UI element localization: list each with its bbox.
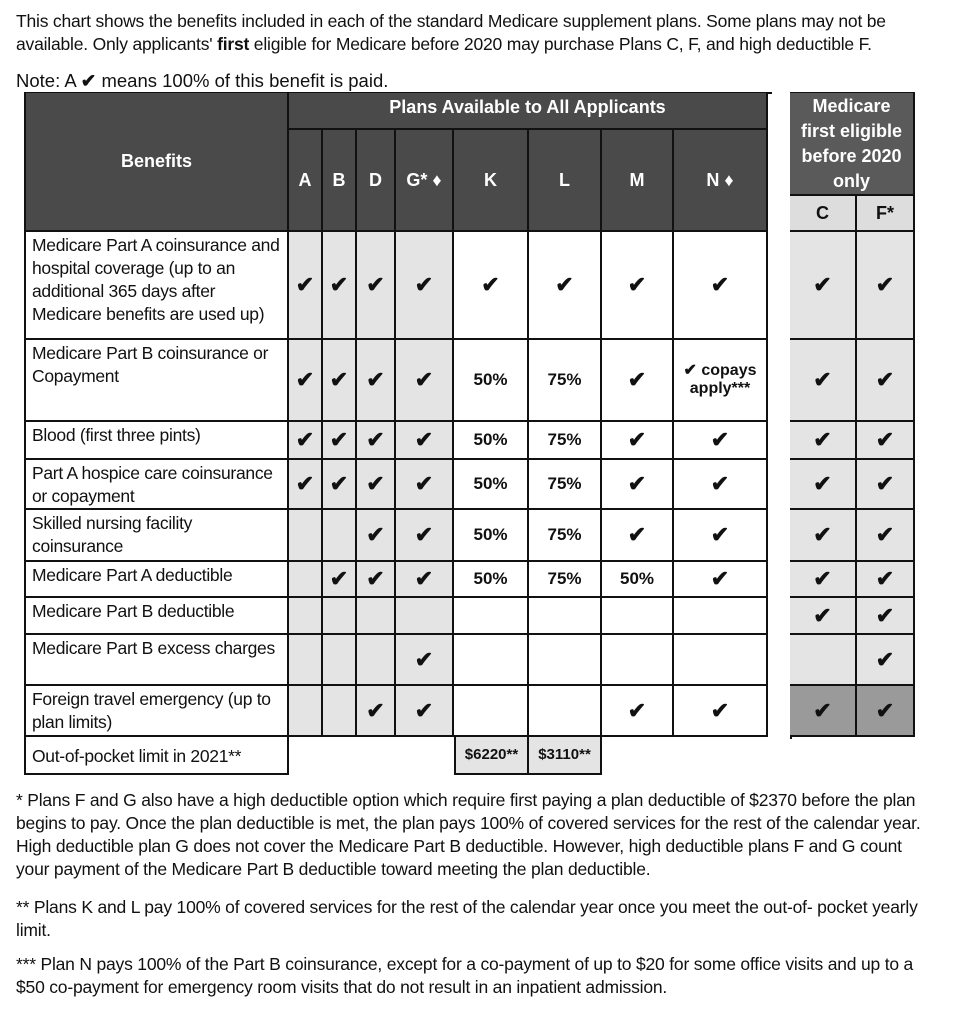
medicare-plan-header-1: F* <box>857 196 915 232</box>
plan-cell: 50% <box>454 422 529 460</box>
plan-cell <box>357 562 396 598</box>
check-icon: ✔ <box>366 471 385 496</box>
intro-line-2-start: available. Only applicants' <box>16 34 218 54</box>
check-icon: ✔ <box>875 367 895 392</box>
check-icon: ✔ <box>710 566 730 591</box>
plan-cell <box>289 635 323 686</box>
benefit-label: Part A hospice care coinsurance or copayment <box>26 460 289 510</box>
plan-cell <box>323 562 357 598</box>
plan-cell <box>602 686 674 737</box>
plan-cell <box>323 686 357 737</box>
benefit-label: Skilled nursing facility coinsurance <box>26 510 289 562</box>
check-icon: ✔ <box>329 471 349 496</box>
plan-cell <box>396 340 454 422</box>
plan-cell <box>357 635 396 686</box>
check-icon: ✔ <box>414 272 434 297</box>
medicare-plan-header-0: C <box>790 196 857 232</box>
check-icon: ✔ <box>329 566 349 591</box>
plan-cell <box>674 232 768 340</box>
plan-cell: 50% <box>602 562 674 598</box>
plan-header-6: M <box>602 130 674 232</box>
check-icon: ✔ <box>366 427 385 452</box>
check-icon: ✔ <box>813 471 832 496</box>
check-icon: ✔ <box>875 471 895 496</box>
benefit-label: Medicare Part B excess charges <box>26 635 289 686</box>
check-icon: ✔ <box>329 427 349 452</box>
plan-cell <box>323 460 357 510</box>
benefit-label: Foreign travel emergency (up to plan limits) <box>26 686 289 737</box>
check-icon: ✔ <box>329 272 349 297</box>
plan-cell <box>323 340 357 422</box>
oop-label: Out-of-pocket limit in 2021** <box>26 737 289 775</box>
plan-cell <box>602 598 674 635</box>
check-icon: ✔ <box>813 522 832 547</box>
check-icon: ✔ <box>329 367 349 392</box>
medicare-cell <box>857 635 915 686</box>
plan-cell <box>454 232 529 340</box>
plan-cell <box>289 422 323 460</box>
plan-cell <box>529 635 602 686</box>
check-icon: ✔ <box>627 522 647 547</box>
check-icon: ✔ <box>414 471 434 496</box>
medicare-cell <box>790 598 857 635</box>
check-icon: ✔ <box>414 522 434 547</box>
check-icon: ✔ <box>813 367 832 392</box>
plan-cell <box>529 232 602 340</box>
plan-cell <box>396 460 454 510</box>
plan-cell <box>602 422 674 460</box>
check-icon: ✔ <box>875 522 895 547</box>
medicare-cell <box>857 562 915 598</box>
plan-cell: ✔ copays apply*** <box>674 340 768 422</box>
plan-cell <box>289 340 323 422</box>
plan-cell <box>674 598 768 635</box>
plan-cell: 75% <box>529 510 602 562</box>
check-icon: ✔ <box>414 566 434 591</box>
oop-plan-l: $3110** <box>529 737 602 775</box>
plan-cell <box>357 510 396 562</box>
plan-cell: 50% <box>454 562 529 598</box>
check-icon: ✔ <box>366 522 385 547</box>
plan-cell <box>289 232 323 340</box>
check-icon: ✔ <box>875 646 895 672</box>
plan-cell <box>289 562 323 598</box>
plan-cell <box>323 635 357 686</box>
plan-cell <box>289 686 323 737</box>
plan-cell <box>323 422 357 460</box>
plan-cell <box>529 598 602 635</box>
medicare-cell <box>857 510 915 562</box>
plan-cell: 50% <box>454 460 529 510</box>
plan-cell <box>357 340 396 422</box>
check-icon: ✔ <box>710 427 730 452</box>
check-icon: ✔ <box>627 697 647 723</box>
check-icon: ✔ <box>481 272 500 297</box>
plan-cell <box>529 686 602 737</box>
plan-cell <box>602 460 674 510</box>
check-icon: ✔ <box>875 697 895 723</box>
oop-plan-k: $6220** <box>454 737 529 775</box>
plan-cell <box>674 510 768 562</box>
plan-header-7: N ♦ <box>674 130 768 232</box>
intro-first-bold: first <box>217 34 250 54</box>
check-icon: ✔ <box>414 697 434 723</box>
plan-header-2: D <box>357 130 396 232</box>
intro-text <box>16 10 936 56</box>
check-icon: ✔ <box>366 272 385 297</box>
check-icon: ✔ <box>813 272 832 297</box>
plan-cell <box>454 635 529 686</box>
plan-cell <box>357 422 396 460</box>
plan-cell <box>289 598 323 635</box>
medicare-cell <box>790 422 857 460</box>
check-icon: ✔ <box>295 367 315 392</box>
plan-header-3: G* ♦ <box>396 130 454 232</box>
medicare-cell <box>790 635 857 686</box>
check-icon: ✔ <box>295 272 315 297</box>
plan-cell: 75% <box>529 562 602 598</box>
plan-cell <box>602 510 674 562</box>
plan-cell <box>289 460 323 510</box>
plan-cell <box>396 510 454 562</box>
plan-cell <box>674 460 768 510</box>
check-icon: ✔ <box>627 272 647 297</box>
medicare-cell <box>857 598 915 635</box>
check-icon: ✔ <box>627 427 647 452</box>
check-icon: ✔ <box>366 367 385 392</box>
plan-cell <box>323 510 357 562</box>
footnote-2: ** Plans K and L pay 100% of covered services for the rest of the calendar year once you meet the out-of- pocket yearly limit. <box>16 897 918 940</box>
medicare-cell <box>857 340 915 422</box>
check-icon: ✔ <box>875 602 895 628</box>
check-icon: ✔ <box>875 566 895 591</box>
plan-cell <box>602 340 674 422</box>
check-icon: ✔ <box>414 427 434 452</box>
plan-header-1: B <box>323 130 357 232</box>
medicare-cell <box>790 562 857 598</box>
plan-cell <box>357 460 396 510</box>
medicare-cell <box>790 460 857 510</box>
medicare-cell <box>857 232 915 340</box>
plan-cell <box>674 635 768 686</box>
plan-cell <box>602 635 674 686</box>
benefit-label: Medicare Part A coinsurance and hospital coverage (up to an additional 365 days after Medicare benefits are used up) <box>26 232 289 340</box>
medicare-cell <box>790 232 857 340</box>
plan-cell <box>674 562 768 598</box>
medicare-cell <box>857 686 915 737</box>
plan-cell: 75% <box>529 460 602 510</box>
plan-header-5: L <box>529 130 602 232</box>
plan-cell <box>602 232 674 340</box>
plan-cell <box>289 510 323 562</box>
plan-cell <box>674 422 768 460</box>
check-icon: ✔ <box>555 272 574 297</box>
check-icon: ✔ <box>414 367 434 392</box>
plan-cell <box>396 562 454 598</box>
check-icon: ✔ <box>710 471 730 496</box>
plan-cell <box>357 686 396 737</box>
benefit-label: Medicare Part A deductible <box>26 562 289 598</box>
intro-line-2-end: eligible for Medicare before 2020 may purchase Plans C, F, and high deductible F. <box>249 34 872 54</box>
check-icon: ✔ <box>875 427 895 452</box>
benefit-label: Blood (first three pints) <box>26 422 289 460</box>
note <box>16 70 388 92</box>
check-icon: ✔ <box>627 471 647 496</box>
plan-cell <box>396 686 454 737</box>
medicare-cell <box>790 340 857 422</box>
medicare-header: Medicare first eligible before 2020 only <box>790 93 915 196</box>
check-icon: ✔ <box>295 471 315 496</box>
intro-line-1: This chart shows the benefits included in each of the standard Medicare supplement plans. Some plans may not be <box>16 11 886 31</box>
plan-cell <box>454 686 529 737</box>
check-icon: ✔ <box>813 566 832 591</box>
plan-cell <box>396 598 454 635</box>
check-icon: ✔ <box>366 566 385 591</box>
plan-header-0: A <box>289 130 323 232</box>
plan-cell <box>357 232 396 340</box>
plan-cell <box>396 232 454 340</box>
benefits-header: Benefits <box>26 93 289 232</box>
benefit-label: Medicare Part B deductible <box>26 598 289 635</box>
plan-cell: 75% <box>529 340 602 422</box>
plan-cell <box>454 598 529 635</box>
check-icon: ✔ <box>875 272 895 297</box>
intro-line-2 <box>16 33 936 56</box>
check-icon: ✔ <box>813 602 832 628</box>
plan-cell <box>396 635 454 686</box>
plan-cell: 75% <box>529 422 602 460</box>
check-icon: ✔ <box>414 646 434 672</box>
plan-cell <box>396 422 454 460</box>
plan-cell: 50% <box>454 510 529 562</box>
plan-cell: 50% <box>454 340 529 422</box>
check-icon: ✔ <box>813 427 832 452</box>
check-icon: ✔ <box>813 697 832 723</box>
medicare-cell <box>857 460 915 510</box>
footnote-3: *** Plan N pays 100% of the Part B coinsurance, except for a co-payment of up to $20 for some office visits and up to a $50 co-payment for emergency room visits that do not result in an inpatient admission. <box>16 954 914 997</box>
benefit-label: Medicare Part B coinsurance or Copayment <box>26 340 289 422</box>
plan-cell <box>674 686 768 737</box>
note-prefix: Note: A <box>16 70 76 91</box>
check-icon: ✔ <box>295 427 315 452</box>
check-icon: ✔ <box>710 522 730 547</box>
plans-header: Plans Available to All Applicants <box>289 93 768 130</box>
plan-header-4: K <box>454 130 529 232</box>
medicare-cell <box>790 510 857 562</box>
plan-cell <box>323 232 357 340</box>
check-icon: ✔ <box>366 697 385 723</box>
note-suffix: means 100% of this benefit is paid. <box>101 70 389 91</box>
check-icon: ✔ <box>710 272 730 297</box>
plan-cell <box>323 598 357 635</box>
plan-cell <box>357 598 396 635</box>
medicare-cell <box>857 422 915 460</box>
check-icon: ✔ <box>627 367 647 392</box>
footnote-1: * Plans F and G also have a high deductible option which require first paying a plan deductible of $2370 before the plan begins to pay. Once the plan deductible is met, the plan pays 100% of covered services for the rest of the calendar year. High deductible plan G does not cover the Medicare Part B deductible. However, high deductible plans F and G count your payment of the Medicare Part B deductible toward meeting the plan deductible. <box>16 790 921 879</box>
medicare-cell <box>790 686 857 737</box>
check-icon: ✔ <box>80 70 97 91</box>
check-icon: ✔ <box>710 697 730 723</box>
